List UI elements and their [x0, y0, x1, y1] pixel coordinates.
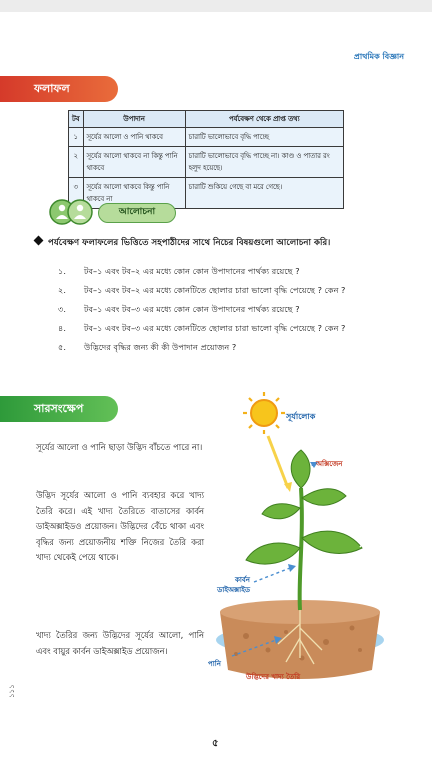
diamond-bullet-icon	[34, 236, 44, 246]
co2-label	[210, 575, 250, 595]
table-header-row	[69, 111, 344, 128]
question-number: ৪.	[58, 323, 66, 333]
results-section-tab	[0, 76, 118, 102]
header-tub: টব	[69, 111, 84, 128]
list-item	[58, 338, 408, 357]
instruction-text: পর্যবেক্ষণ ফলাফলের ভিত্তিতে সহপাঠীদের সাথে নিচের বিষয়গুলো আলোচনা করি।	[48, 238, 331, 248]
sunlight-label: সূর্যালোক	[286, 412, 316, 421]
summary-paragraph: সূর্যের আলো ও পানি ছাড়া উদ্ভিদ বাঁচতে পারে না।	[36, 442, 203, 452]
running-head: প্রাথমিক বিজ্ঞান	[353, 52, 404, 61]
list-item	[58, 281, 408, 300]
cell-tub: ৩	[69, 178, 84, 209]
cell-material: সূর্যের আলো থাকবে না কিন্তু পানি থাকবে	[83, 147, 185, 178]
list-item	[58, 262, 408, 281]
list-item	[58, 319, 408, 338]
question-text: টব–১ এবং টব–২ এর মধ্যে কোন কোন উপাদানের পার্থক্য রয়েছে ?	[84, 266, 300, 276]
list-item	[58, 300, 408, 319]
discussion-instruction	[35, 236, 405, 250]
question-text: টব–১ এবং টব–৩ এর মধ্যে কোনটিতে ছোলার চারা ভালো বৃদ্ধি পেয়েছে ? কেন ?	[84, 323, 346, 333]
sun-icon	[243, 392, 285, 434]
cell-observation: চারাটি শুকিয়ে গেছে বা মরে গেছে।	[185, 178, 343, 209]
plant-photosynthesis-illustration	[206, 388, 394, 700]
side-page-code: ১১১	[8, 684, 16, 698]
question-number: ৫.	[58, 342, 66, 352]
cell-material: সূর্যের আলো ও পানি থাকবে	[83, 128, 185, 147]
table-row	[69, 128, 344, 147]
food-production-label: উদ্ভিদের খাদ্য তৈরি	[246, 673, 301, 681]
question-number: ৩.	[58, 304, 66, 314]
summary-section-tab	[0, 396, 118, 422]
cell-tub: ১	[69, 128, 84, 147]
cell-observation: চারাটি ভালোভাবে বৃদ্ধি পাচ্ছে	[185, 128, 343, 147]
food-label: খাদ্য	[358, 534, 371, 550]
cell-tub: ২	[69, 147, 84, 178]
question-list	[58, 262, 408, 357]
question-number: ১.	[58, 266, 66, 276]
cell-observation: চারাটি ভালোভাবে বৃদ্ধি পাচ্ছে না। কাণ্ড ও পাতার রং হলুদ হয়েছে।	[185, 147, 343, 178]
carbon-text: কার্বন	[234, 576, 250, 584]
observation-table	[68, 110, 344, 209]
dioxide-text: ডাইঅক্সাইড	[217, 586, 250, 594]
discussion-people-icon	[48, 197, 94, 227]
water-label: পানি	[208, 660, 221, 668]
results-section-title: ফলাফল	[34, 82, 70, 95]
question-text: টব–১ এবং টব–৩ এর মধ্যে কোন কোন উপাদানের পার্থক্য রয়েছে ?	[84, 304, 300, 314]
summary-paragraph: উদ্ভিদ সূর্যের আলো ও পানি ব্যবহার করে খাদ্য তৈরি করে। এই খাদ্য তৈরিতে বাতাসের কার্বন ডাইঅক্সাইডও প্রয়োজন। উদ্ভিদের বেঁচে থাকা এবং বৃদ্ধির জন্য প্রয়োজনীয় শক্তি নিজের তৈরি করা খাদ্য থেকেই পেয়ে থাকে।	[36, 490, 204, 562]
oxygen-label: অক্সিজেন	[316, 460, 343, 468]
header-observation: পর্যবেক্ষণ থেকে প্রাপ্ত তথ্য	[185, 111, 343, 128]
table-row	[69, 147, 344, 178]
question-number: ২.	[58, 285, 66, 295]
cell-material: সূর্যের আলো থাকবে কিন্তু পানি থাকবে না	[83, 178, 185, 209]
discussion-label: আলোচনা	[98, 203, 176, 223]
question-text: টব–১ এবং টব–২ এর মধ্যে কোনটিতে ছোলার চারা ভালো বৃদ্ধি পেয়েছে ? কেন ?	[84, 285, 346, 295]
top-bar	[0, 0, 432, 12]
summary-section-title: সারসংক্ষেপ	[34, 402, 84, 415]
summary-paragraph: খাদ্য তৈরির জন্য উদ্ভিদের সূর্যের আলো, পানি এবং বায়ুর কার্বন ডাইঅক্সাইড প্রয়োজন।	[36, 630, 204, 656]
page-number: ৫	[212, 738, 219, 749]
question-text: উদ্ভিদের বৃদ্ধির জন্য কী কী উপাদান প্রয়োজন ?	[84, 342, 237, 352]
header-material: উপাদান	[83, 111, 185, 128]
